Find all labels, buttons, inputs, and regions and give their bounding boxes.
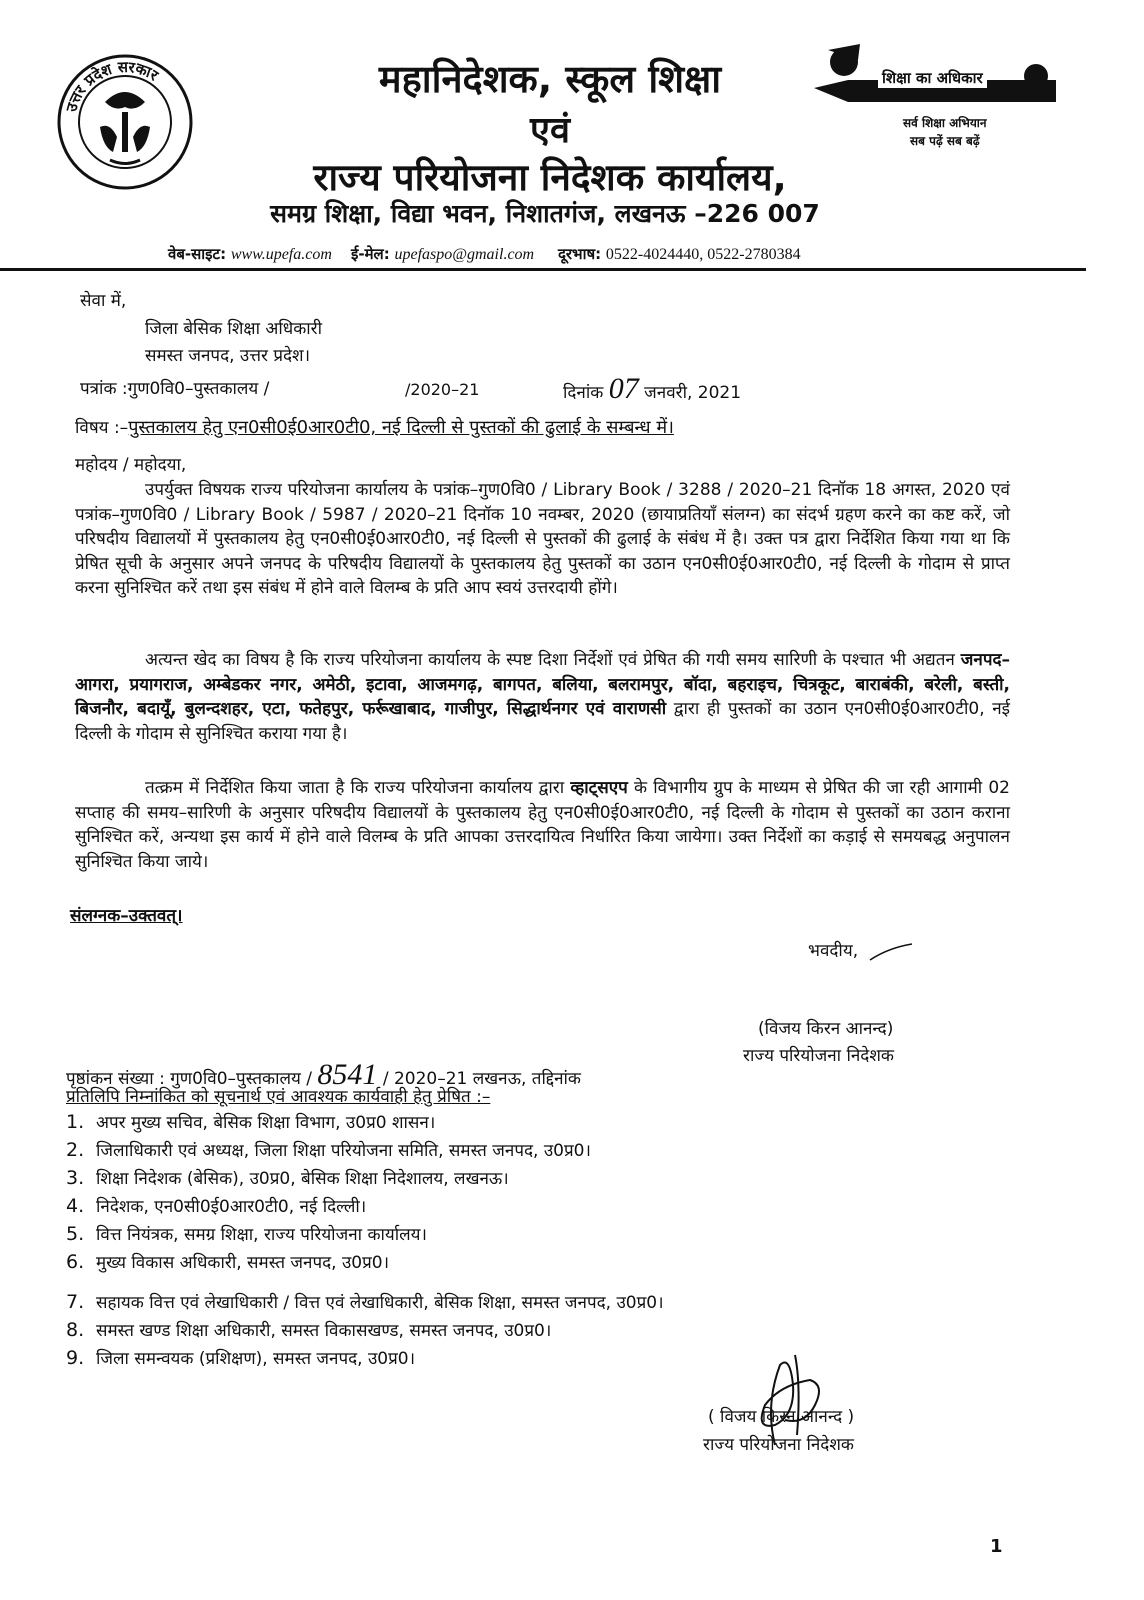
signatory-title: राज्य परियोजना निदेशक [743,1046,894,1066]
cc-item: 4. निदेशक, एन0सी0ई0आर0टी0, नई दिल्ली। [66,1195,367,1217]
signatory2-title: राज्य परियोजना निदेशक [703,1435,854,1455]
contact-line [168,244,801,264]
subject-line [75,415,674,439]
paragraph-2 [75,648,1010,746]
rte-line-1: सर्व शिक्षा अभियान [903,116,987,130]
paragraph-1 [75,478,1010,601]
date-month-year: जनवरी, 2021 [644,383,742,403]
cc-item: 2. जिलाधिकारी एवं अध्यक्ष, जिला शिक्षा परियोजना समिति, समस्त जनपद, उ0प्र0। [66,1139,591,1161]
header-divider [0,268,1086,271]
subject-text: पुस्तकालय हेतु एन0सी0ई0आर0टी0, नई दिल्ली से पुस्तकों की ढुलाई के सम्बन्ध में। [128,417,674,438]
paragraph-1-text: उपर्युक्त विषयक राज्य परियोजना कार्यालय के पत्रांक–गुण0वि0 / Library Book / 3288 / 2020–21 दिनॉक 18 अगस्त, 2020 एवं पत्रांक–गुण0वि0 / Library Book / 5987 / 2020–21 दिनॉक 10 नवम्बर, 2020 (छायाप्रतियाँ संलग्न) का संदर्भ ग्रहण करने का कष्ट करें, जो परिषदीय विद्यालयों में पुस्तकालय हेतु एन0सी0ई0आर0टी0, नई दिल्ली से पुस्तकों की ढुलाई के संबंध में है। उक्त पत्र द्वारा निर्देशित किया गया था कि प्रेषित सूची के अनुसार अपने जनपद के परिषदीय विद्यालयों के पुस्तकालय हेतु पुस्तकों का उठान एन0सी0ई0आर0टी0, नई दिल्ली के गोदाम से प्राप्त करना सुनिश्चित करें तथा इस संबंध में होने वाले विलम्ब के प्रति आप स्वयं उत्तरदायी होंगे। [75,480,1010,598]
header-line-1: महानिदेशक, स्कूल शिक्षा [378,57,722,101]
up-govt-logo [55,52,195,192]
svg-text:उत्तर प्रदेश सरकार: उत्तर प्रदेश सरकार [62,57,162,114]
cc-item: 6. मुख्य विकास अधिकारी, समस्त जनपद, उ0प्र0। [66,1251,390,1273]
signatory2-name: ( विजय किरन आनन्द ) [708,1407,855,1427]
header-line-3: राज्य परियोजना निदेशक कार्यालय, [313,156,787,199]
whatsapp-word: व्हाट्सएप [570,778,628,798]
header-address: समग्र शिक्षा, विद्या भवन, निशातगंज, लखनऊ –226 007 [270,199,820,228]
rte-title: शिक्षा का अधिकार [878,68,987,88]
phone-label: दूरभाष: [557,245,602,263]
addressee-line-1: जिला बेसिक शिक्षा अधिकारी [145,319,323,339]
closing-flourish [868,940,914,964]
date [563,372,741,406]
district-list: जनपद–आगरा, प्रयागराज, अम्बेडकर नगर, अमेठी, इटावा, आजमगढ़, बागपत, बलिया, बलरामपुर, बॉदा, बहराइच, चित्रकूट, बाराबंकी, बरेली, बस्ती, बिजनौर, बदायूँ, बुलन्दशहर, एटा, फतेहपुर, फर्रूखाबाद, गाजीपुर, सिद्धार्थनगर एवं वाराणसी [75,650,1010,719]
closing: भवदीय, [808,941,859,961]
patrank-year: /2020–21 [405,380,480,399]
endorsement-prefix: पृष्ठांकन संख्या : गुण0वि0–पुस्तकालय / [66,1069,312,1089]
cc-item: 7. सहायक वित्त एवं लेखाधिकारी / वित्त एवं लेखाधिकारी, बेसिक शिक्षा, समस्त जनपद, उ0प्र0। [66,1291,664,1313]
date-day-handwritten: 07 [608,372,639,405]
endorsement-suffix: / 2020–21 लखनऊ, तद्दिनांक [382,1069,581,1089]
header-line-2: एवं [530,110,570,151]
copy-to-heading: प्रतिलिपि निम्नांकित को सूचनार्थ एवं आवश्यक कार्यवाही हेतु प्रेषित :– [66,1087,491,1107]
greeting: महोदय / महोदया, [75,455,187,475]
cc-item: 5. वित्त नियंत्रक, समग्र शिक्षा, राज्य परियोजना कार्यालय। [66,1223,427,1245]
cc-item: 9. जिला समन्वयक (प्रशिक्षण), समस्त जनपद, उ0प्र0। [66,1347,416,1369]
email-label: ई-मेल: [350,245,390,263]
paragraph-3 [75,776,1010,874]
enclosure: संलग्नक–उक्तवत्। [70,906,183,926]
signatory-name: (विजय किरन आनन्द) [758,1019,894,1039]
cc-item: 3. शिक्षा निदेशक (बेसिक), उ0प्र0, बेसिक शिक्षा निदेशालय, लखनऊ। [66,1167,509,1189]
page-mark: 1 [990,1536,1003,1557]
website-label: वेब-साइट: [168,245,227,263]
addressee-line-2: समस्त जनपद, उत्तर प्रदेश। [145,346,311,366]
rte-badge [808,40,1068,160]
paragraph-2-text-b: द्वारा ही पुस्तकों का उठान एन0सी0ई0आर0टी0, नई दिल्ली के गोदाम से सुनिश्चित कराया गया है। [75,699,1010,744]
subject-label: विषय :– [75,418,129,438]
phone-numbers: 0522-4024440, 0522-2780384 [605,246,801,263]
paragraph-3-text-a: तत्क्रम में निर्देशित किया जाता है कि राज्य परियोजना कार्यालय द्वारा [145,778,565,798]
salutation: सेवा में, [80,291,127,311]
date-label: दिनांक [563,383,604,403]
email-link[interactable]: upefaspo@gmail.com [394,246,535,263]
paragraph-3-text-b: के विभागीय ग्रुप के माध्यम से प्रेषित की जा रही आगामी 02 सप्ताह की समय–सारिणी के अनुसार परिषदीय विद्यालयों के पुस्तकालय हेतु एन0सी0ई0आर0टी0, नई दिल्ली के गोदाम से पुस्तकों का उठान कराना सुनिश्चित करें, अन्यथा इस कार्य में होने वाले विलम्ब के प्रति आपका उत्तरदायित्व निर्धारित किया जायेगा। उक्त निर्देशों का कड़ाई से समयबद्ध अनुपालन सुनिश्चित किया जाये। [75,778,1011,872]
cc-item: 8. समस्त खण्ड शिक्षा अधिकारी, समस्त विकासखण्ड, समस्त जनपद, उ0प्र0। [66,1319,552,1341]
website-link[interactable]: www.upefa.com [230,246,332,263]
rte-line-2: सब पढ़ें सब बढ़ें [910,134,980,148]
endorsement-number-handwritten: 8541 [317,1058,378,1091]
cc-item: 1. अपर मुख्य सचिव, बेसिक शिक्षा विभाग, उ0प्र0 शासन। [66,1111,436,1133]
paragraph-2-text-a: अत्यन्त खेद का विषय है कि राज्य परियोजना कार्यालय के स्पष्ट दिशा निर्देशों एवं प्रेषित की गयी समय सारिणी के पश्चात भी अद्यतन [145,650,955,670]
patrank: पत्रांक :गुण0वि0–पुस्तकालय / [80,379,270,399]
